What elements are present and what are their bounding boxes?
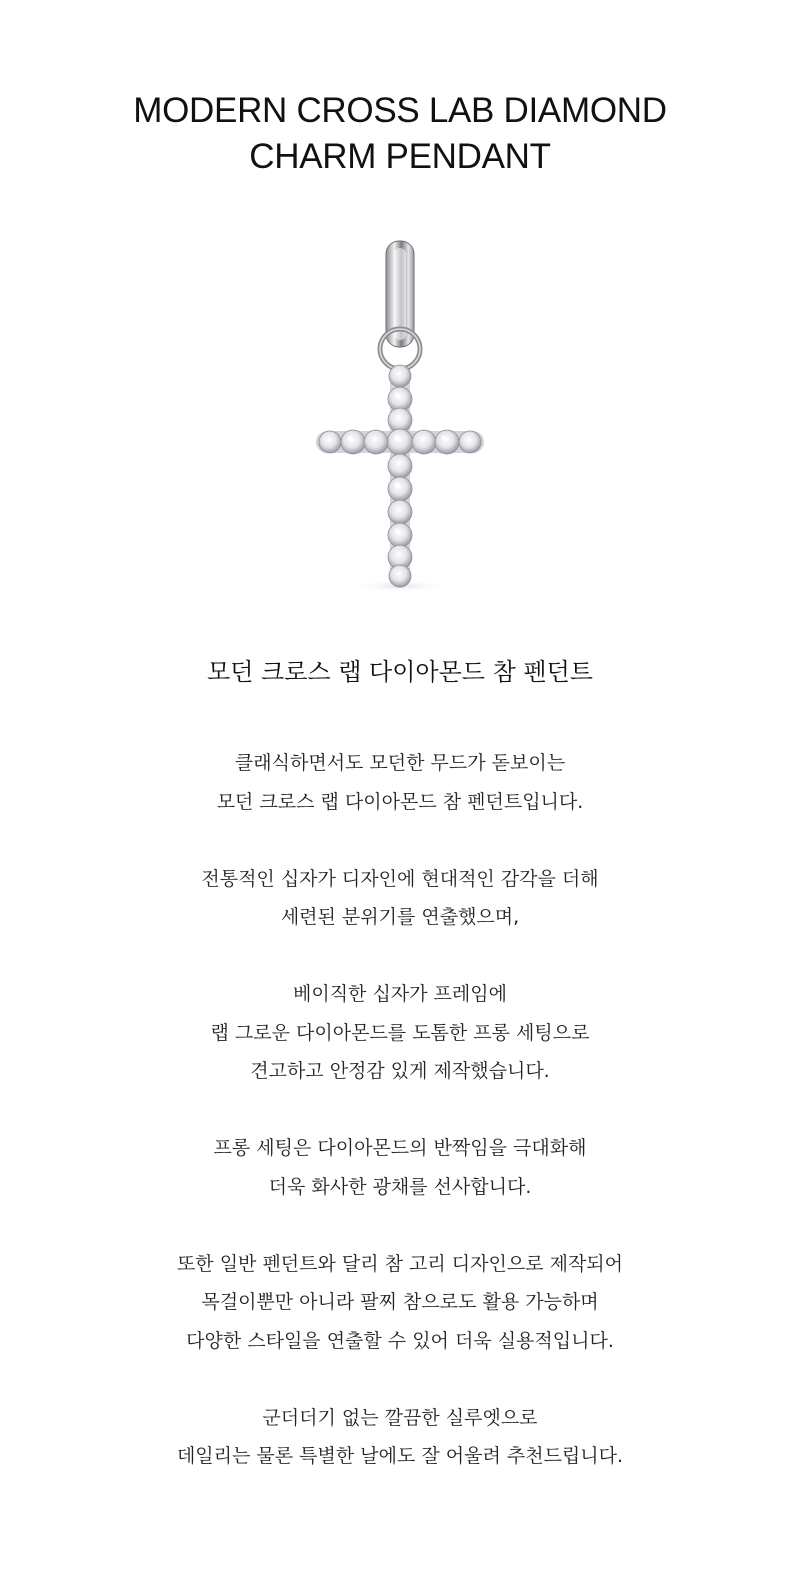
cross-pendant-illustration bbox=[300, 230, 500, 600]
description-line: 견고하고 안정감 있게 제작했습니다. bbox=[250, 1060, 550, 1082]
product-title bbox=[0, 88, 800, 180]
description-line: 세련된 분위기를 연출했으며, bbox=[280, 906, 520, 928]
description-paragraph bbox=[0, 1129, 800, 1206]
description-line: 베이직한 십자가 프레임에 bbox=[293, 983, 507, 1005]
description-line: 또한 일반 펜던트와 달리 참 고리 디자인으로 제작되어 bbox=[176, 1252, 624, 1275]
product-description bbox=[0, 744, 800, 1514]
description-line: 클래식하면서도 모던한 무드가 돋보이는 bbox=[234, 752, 566, 774]
description-paragraph bbox=[0, 1399, 800, 1476]
description-paragraph bbox=[0, 1245, 800, 1361]
description-line: 전통적인 십자가 디자인에 현대적인 감각을 더해 bbox=[201, 867, 599, 890]
product-subtitle: 모던 크로스 랩 다이아몬드 참 펜던트 bbox=[207, 658, 593, 686]
description-line: 모던 크로스 랩 다이아몬드 참 펜던트입니다. bbox=[216, 790, 584, 813]
description-paragraph bbox=[0, 744, 800, 821]
product-title-line-1: MODERN CROSS LAB DIAMOND bbox=[133, 91, 667, 130]
product-image bbox=[300, 230, 500, 600]
description-line: 군더더기 없는 깔끔한 실루엣으로 bbox=[262, 1406, 538, 1429]
description-line: 다양한 스타일을 연출할 수 있어 더욱 실용적입니다. bbox=[186, 1329, 614, 1352]
description-line: 더욱 화사한 광채를 선사합니다. bbox=[268, 1175, 532, 1198]
description-line: 목걸이뿐만 아니라 팔찌 참으로도 활용 가능하며 bbox=[201, 1291, 599, 1313]
description-line: 랩 그로운 다이아몬드를 도톰한 프롱 세팅으로 bbox=[210, 1021, 590, 1044]
description-line: 데일리는 물론 특별한 날에도 잘 어울려 추천드립니다. bbox=[176, 1445, 624, 1467]
product-title-line-2: CHARM PENDANT bbox=[249, 137, 551, 176]
diamond-stones bbox=[319, 365, 481, 587]
description-line: 프롱 세팅은 다이아몬드의 반짝임을 극대화해 bbox=[213, 1137, 587, 1159]
description-paragraph bbox=[0, 860, 800, 937]
description-paragraph bbox=[0, 975, 800, 1091]
